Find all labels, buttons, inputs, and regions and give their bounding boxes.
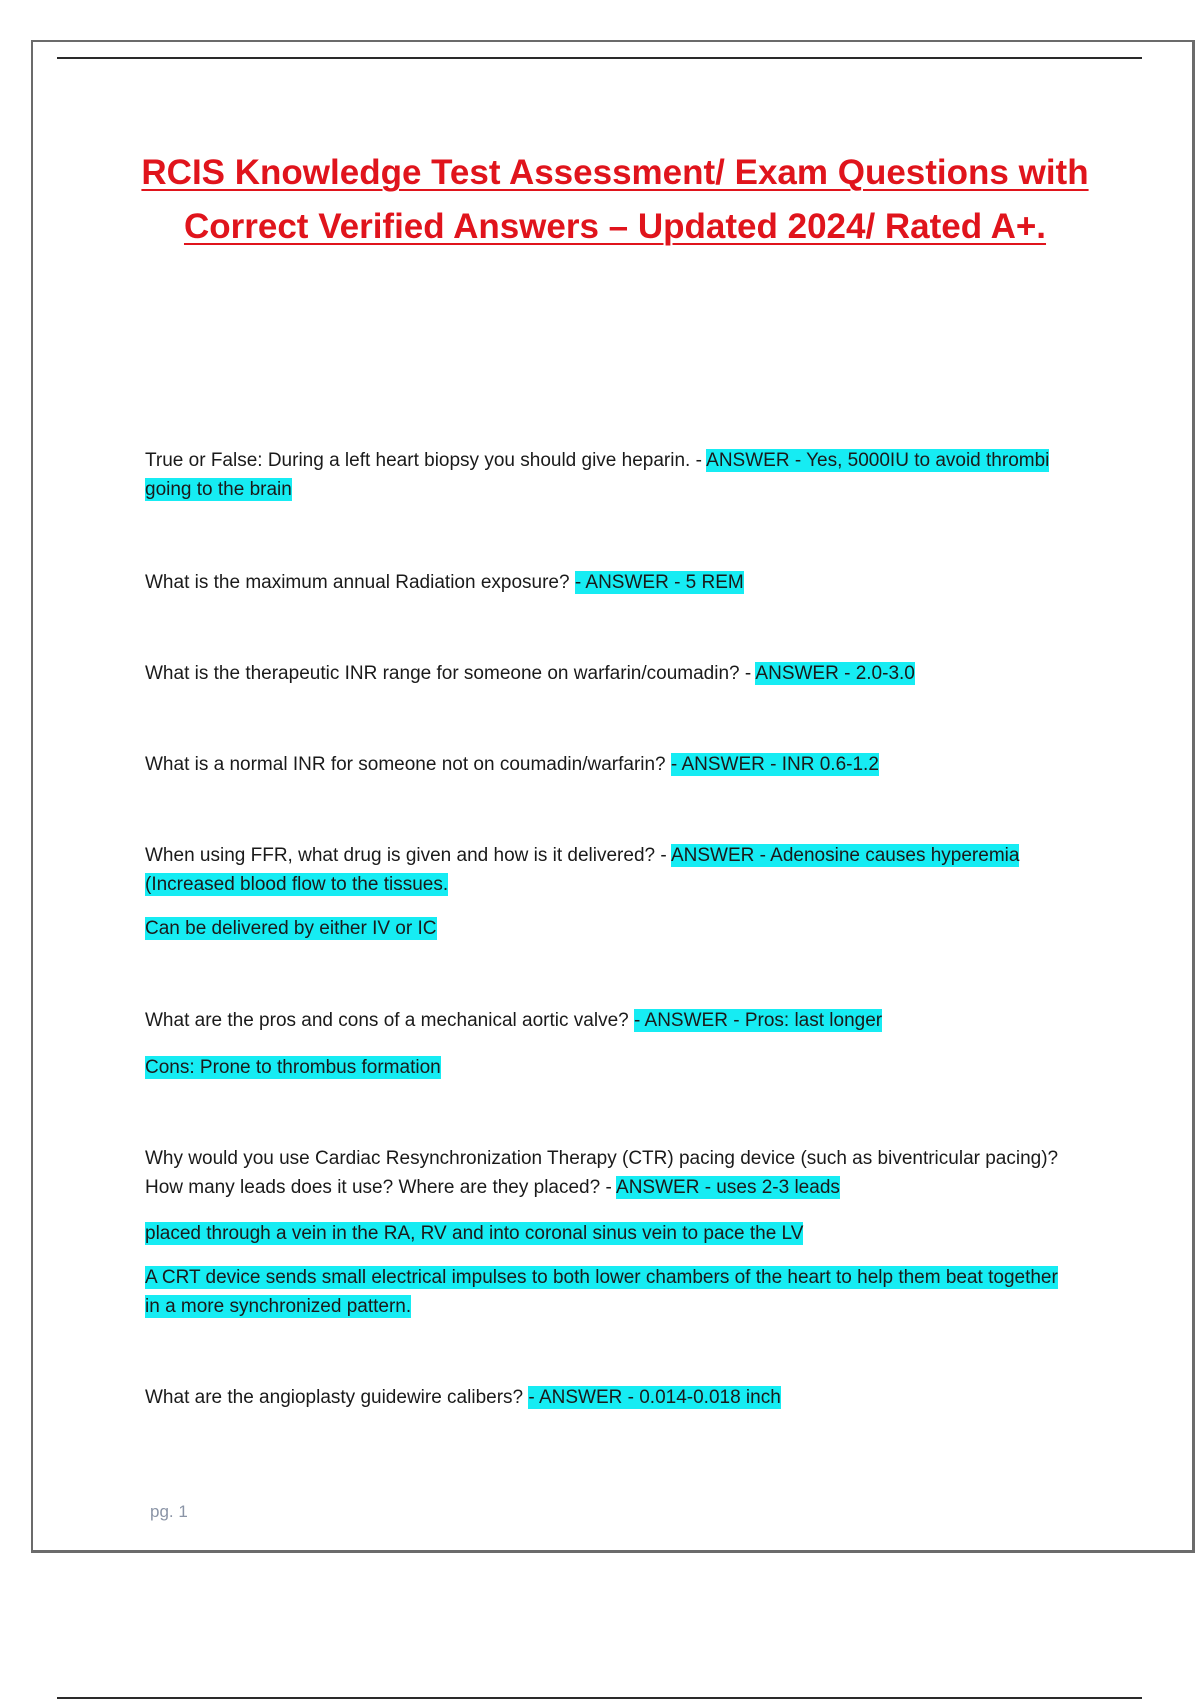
document-title [100,146,1130,254]
qa-item-5-continuation [145,914,1075,943]
answer-2: - ANSWER - 5 REM [574,572,744,593]
qa-item-1 [145,446,1075,504]
answer-5-line-2: Can be delivered by either IV or IC [145,918,437,939]
title-line-2: Correct Verified Answers – Updated 2024/ Rated A+. [183,207,1047,246]
question-6: What are the pros and cons of a mechanical aortic valve? [145,1010,634,1031]
answer-5-line-1: ANSWER - Adenosine causes hyperemia (Increased blood flow to the tissues. [145,845,1020,895]
qa-item-2 [145,568,1075,597]
answer-6-line-2: Cons: Prone to thrombus formation [145,1057,441,1078]
question-7: Why would you use Cardiac Resynchronization Therapy (CTR) pacing device (such as biventricular pacing)? How many leads does it use? Where are they placed? - [145,1148,1059,1198]
answer-7-line-2: placed through a vein in the RA, RV and into coronal sinus vein to pace the LV [145,1223,804,1244]
page-number: pg. 1 [150,1502,188,1521]
qa-item-7-continuation-1 [145,1219,1075,1248]
answer-7-line-1: ANSWER - uses 2-3 leads [616,1177,840,1198]
answer-8: - ANSWER - 0.014-0.018 inch [528,1387,781,1408]
question-4: What is a normal INR for someone not on coumadin/warfarin? [145,754,671,775]
question-1: True or False: During a left heart biopsy you should give heparin. - [145,450,707,471]
question-3: What is the therapeutic INR range for someone on warfarin/coumadin? - [145,663,756,684]
qa-item-6 [145,1006,1075,1035]
next-page-header-rule [57,1697,1142,1699]
document-page [31,40,1195,1553]
answer-3: ANSWER - 2.0-3.0 [755,663,915,684]
qa-item-7 [145,1144,1075,1202]
qa-item-6-continuation [145,1053,1075,1082]
answer-7-line-3: A CRT device sends small electrical impulses to both lower chambers of the heart to help them beat together in a more synchronized pattern. [145,1267,1058,1317]
question-8: What are the angioplasty guidewire calibers? [145,1387,529,1408]
qa-item-3 [145,659,1075,688]
answer-6-line-1: - ANSWER - Pros: last longer [633,1010,883,1031]
question-5: When using FFR, what drug is given and how is it delivered? - [145,845,671,866]
qa-item-8 [145,1383,1075,1412]
header-rule [57,57,1142,59]
qa-item-4 [145,750,1075,779]
title-line-1: RCIS Knowledge Test Assessment/ Exam Questions with [141,153,1089,192]
qa-item-7-continuation-2 [145,1263,1075,1321]
question-2: What is the maximum annual Radiation exposure? [145,572,575,593]
answer-1: ANSWER - Yes, 5000IU to avoid thrombi going to the brain [145,450,1050,500]
qa-item-5 [145,841,1075,899]
answer-4: - ANSWER - INR 0.6-1.2 [670,754,879,775]
